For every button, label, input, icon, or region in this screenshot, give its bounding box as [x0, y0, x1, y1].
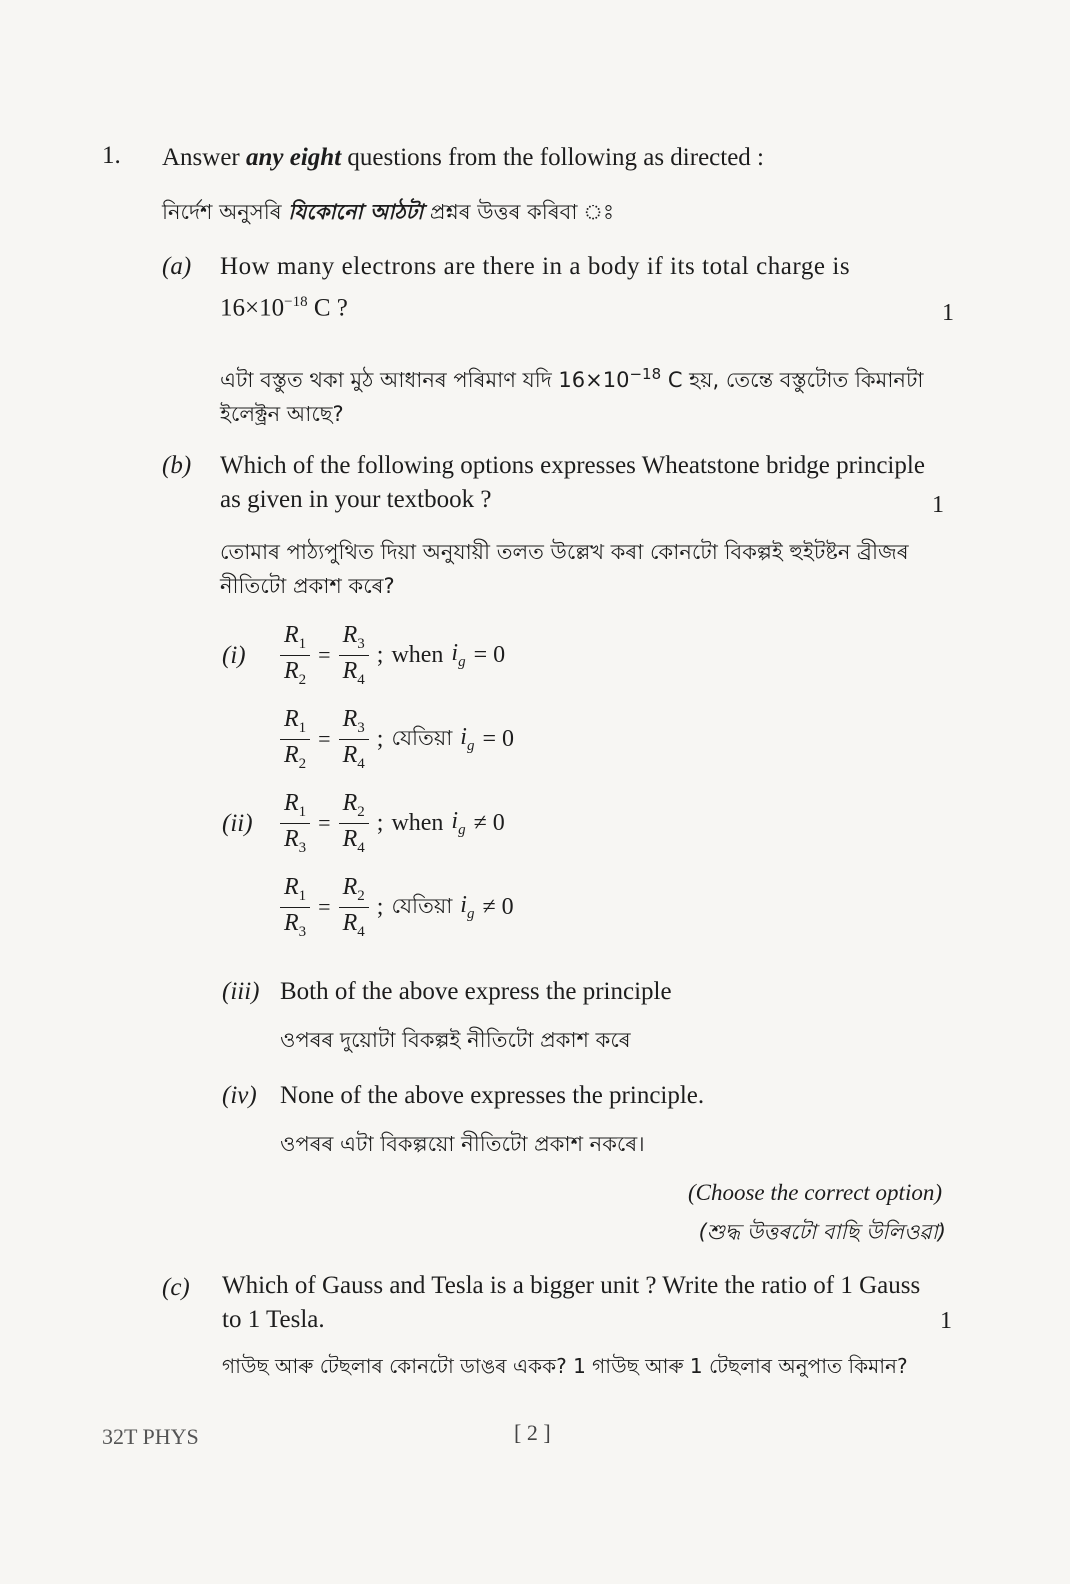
charge-unit: C ?: [307, 294, 348, 322]
condition-value: = 0: [473, 641, 506, 668]
galvanometer-current: $i_g$: [451, 807, 466, 838]
separator: ;: [376, 725, 384, 752]
option-i-equation-bn: [280, 706, 514, 773]
equals-sign: =: [318, 810, 331, 836]
condition-word-bn: যেতিয়া: [391, 893, 453, 918]
equals-sign: =: [318, 894, 331, 920]
charge-exponent: −18: [284, 294, 308, 310]
charge-mantissa: 16×10: [220, 294, 285, 322]
question-number: 1.: [102, 142, 121, 169]
question-intro-bn: [162, 196, 614, 231]
fraction-r1-r2: $\frac{R_1}{R_2}$: [280, 622, 310, 689]
option-i-label: (i): [222, 642, 246, 669]
part-a-question-line2: [220, 294, 348, 322]
galvanometer-current: $i_g$: [460, 723, 475, 754]
part-b-question-line1: Which of the following options expresses Wheatstone bridge principle: [220, 452, 925, 479]
part-a-label: (a): [162, 253, 192, 280]
option-iv-label: (iv): [222, 1082, 257, 1109]
galvanometer-current: $i_g$: [460, 891, 475, 922]
fraction-r2-r4: $\frac{R_2}{R_4}$: [339, 874, 369, 941]
condition-word-bn: যেতিয়া: [391, 725, 453, 750]
condition-word: when: [391, 809, 444, 836]
equals-sign: =: [318, 726, 331, 752]
condition-word: when: [391, 641, 444, 668]
option-iv-text: None of the above expresses the principle.: [280, 1082, 705, 1109]
paper-code: 32T PHYS: [102, 1424, 199, 1449]
galvanometer-current: $i_g$: [451, 639, 466, 670]
intro-text-end: questions from the following as directed :: [341, 144, 764, 171]
separator: ;: [376, 893, 384, 920]
part-a-bn-text: এটা বস্তুত থকা মুঠ আধানৰ পৰিমাণ যদি 16×10: [220, 368, 630, 392]
option-i-equation: [280, 622, 505, 689]
fraction-r3-r4: $\frac{R_3}{R_4}$: [339, 706, 369, 773]
instruction-choose: (Choose the correct option): [687, 1180, 942, 1205]
intro-emphasis: any eight: [246, 144, 342, 171]
part-a-question-line1: How many electrons are there in a body if its total charge is: [220, 253, 851, 280]
fraction-r1-r2: $\frac{R_1}{R_2}$: [280, 706, 310, 773]
part-a-marks: 1: [942, 300, 954, 326]
part-c-label: (c): [162, 1274, 190, 1301]
separator: ;: [376, 641, 384, 668]
part-a-bn-text-end: C হয়, তেন্তে বস্তুটোত কিমানটা: [661, 368, 924, 392]
part-b-bn-line2: নীতিটো প্ৰকাশ কৰে?: [220, 574, 395, 598]
question-intro: [162, 144, 764, 172]
option-ii-equation: [280, 790, 505, 857]
option-iii-text-bn: ওপৰৰ দুয়োটা বিকল্পই নীতিটো প্ৰকাশ কৰে: [280, 1028, 631, 1052]
part-c-question-line1: Which of Gauss and Tesla is a bigger unit ? Write the ratio of 1 Gauss: [222, 1272, 921, 1299]
separator: ;: [376, 809, 384, 836]
option-iv-text-bn: ওপৰৰ এটা বিকল্পয়ো নীতিটো প্ৰকাশ নকৰে।: [280, 1132, 645, 1156]
part-a-bn-line1: [220, 364, 923, 399]
option-ii-equation-bn: [280, 874, 514, 941]
page-number: [ 2 ]: [514, 1420, 551, 1445]
intro-bn-text: নিৰ্দেশ অনুসৰি: [162, 200, 289, 224]
fraction-r2-r4: $\frac{R_2}{R_4}$: [339, 790, 369, 857]
condition-value: ≠ 0: [482, 893, 514, 920]
equals-sign: =: [318, 642, 331, 668]
condition-value: ≠ 0: [473, 809, 505, 836]
intro-bn-text-end: প্ৰশ্নৰ উত্তৰ কৰিবা ঃ: [423, 200, 615, 224]
option-iii-label: (iii): [222, 978, 260, 1005]
part-b-label: (b): [162, 452, 192, 479]
part-a-bn-line2: ইলেক্ট্ৰন আছে?: [220, 402, 344, 426]
option-iii-text: Both of the above express the principle: [280, 978, 672, 1005]
condition-value: = 0: [482, 725, 514, 752]
part-b-bn-line1: তোমাৰ পাঠ্যপুথিত দিয়া অনুযায়ী তলত উল্লেখ কৰা কোনটো বিকল্পই হুইটষ্টন ব্ৰীজৰ: [220, 540, 909, 564]
part-b-question-line2: as given in your textbook ?: [220, 486, 492, 513]
part-a-bn-exponent: −18: [629, 365, 662, 383]
part-c-question-line2: to 1 Tesla.: [222, 1306, 325, 1333]
part-c-bn-line1: গাউছ আৰু টেছলাৰ কোনটো ডাঙৰ একক? 1 গাউছ আৰু 1 টেছলাৰ অনুপাত কিমান?: [222, 1354, 908, 1378]
fraction-r1-r3: $\frac{R_1}{R_3}$: [280, 874, 310, 941]
instruction-choose-bn: (শুদ্ধ উত্তৰটো বাছি উলিওৱা): [698, 1220, 946, 1244]
option-ii-label: (ii): [222, 810, 253, 837]
fraction-r3-r4: $\frac{R_3}{R_4}$: [339, 622, 369, 689]
fraction-r1-r3: $\frac{R_1}{R_3}$: [280, 790, 310, 857]
intro-text: Answer: [162, 144, 247, 171]
intro-bn-emphasis: যিকোনো আঠটা: [288, 200, 424, 224]
part-c-marks: 1: [940, 1308, 952, 1334]
part-b-marks: 1: [932, 492, 944, 518]
